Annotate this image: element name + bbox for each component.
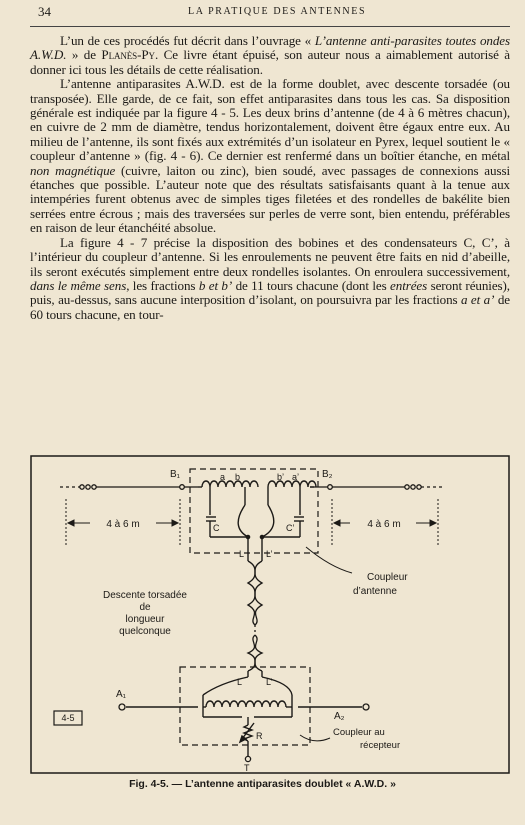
label-a-prime: a’ — [292, 472, 300, 482]
coupler-receiver-label-2: récepteur — [360, 740, 401, 751]
italic-phrase: non magnétique — [30, 162, 116, 178]
length-label-left: 4 à 6 m — [106, 519, 140, 530]
terminal-a1 — [119, 704, 125, 710]
paragraph: La figure 4 - 7 précise la disposition des bobines et des condensateurs C, C’, à l’intérieur du coupleur d’antenne. Si les enroulements ne peuvent être faits en nid d’abeille, ils seront exécutés simplement entre deux rondelles isolantes. On enroulera successivement, dans le même sens, les fractions b et b’ de 11 tours chacune (dont les entrées seront réunies), puis, au-dessus, sans aucune interposition d’isolant, on poursuivra par les fractions a et a’ de 60 tours chacune, en tour- — [30, 234, 510, 322]
coupler-windings — [198, 481, 316, 561]
paragraph: L’un de ces procédés fut décrit dans l’ouvrage « L’antenne anti-parasites toutes ondes A.W.D. » de Planès-Py. Ce livre étant épuisé, son auteur nous a aimablement autorisé à donner ici tous les détails de cette réalisation. — [30, 33, 510, 77]
label-l-prime-top: L’ — [266, 549, 273, 559]
descent-label-2: de — [139, 602, 151, 613]
label-t: T — [244, 763, 250, 773]
label-c: C — [213, 523, 220, 533]
label-b: b — [235, 472, 241, 482]
label-a: a — [220, 472, 226, 482]
label-l-prime-bottom: L’ — [266, 677, 273, 687]
label-b2: B₂ — [322, 469, 333, 480]
figure-caption: Fig. 4-5. — L’antenne antiparasites doublet « A.W.D. » — [129, 778, 396, 790]
antenna-wires — [60, 485, 442, 490]
receiver-leader-line — [300, 735, 330, 741]
descent-label-4: quelconque — [119, 626, 171, 637]
label-l-bottom: L — [237, 677, 243, 687]
label-l-top: L — [239, 549, 245, 559]
figure-tag: 4-5 — [61, 713, 75, 723]
descent-label-3: longueur — [125, 614, 165, 625]
receiver-windings — [126, 671, 362, 757]
body-text — [30, 34, 510, 322]
figure-frame — [31, 456, 509, 773]
label-r: R — [256, 731, 263, 741]
coupler-leader-line — [306, 547, 352, 573]
label-b-prime: b’ — [277, 472, 285, 482]
italic-phrase: dans le même sens — [30, 277, 127, 293]
page-header — [0, 4, 525, 26]
author-name: Planès-Py — [101, 47, 155, 63]
header-rule — [30, 26, 510, 27]
terminal-t — [245, 756, 250, 761]
label-b1: B₁ — [169, 469, 181, 480]
label-c-prime: C’ — [286, 523, 295, 533]
label-a1: A₁ — [116, 689, 127, 700]
italic-phrase: a et a’ — [461, 292, 495, 308]
coupler-antenna-label-2: d’antenne — [353, 586, 397, 597]
twisted-descent — [248, 561, 262, 671]
paragraph: L’antenne antiparasites A.W.D. est de la forme doublet, avec descente torsadée (ou transposée). Elle garde, de ce fait, son effet antiparasites dans tous les cas. Sa disposition générale est indiquée par la figure 4 - 5. Les deux brins d’antenne (de 4 à 6 mètres chacun), en cuivre de 2 mm de diamètre, tendus horizontalement, doivent être égaux entre eux. Au milieu de l’antenne, ils sont fixés aux extrémités d’un isolateur en Pyrex, lequel soutient le « coupleur d’antenne » (fig. 4 - 6). Ce dernier est renfermé dans un boîtier étanche, en métal non magnétique (cuivre, laiton ou zinc), bien soudé, avec passages de connexions aussi étanches que possible. L’auteur note que des résultats satisfaisants quant à la tenue aux intempéries furent obtenus avec de simples tiges filetées et des rondelles de bakélite bien serrées entre écrous ; mais des traversées sur perles de verre sont, bien entendu, préférables en raison de leur étanchéité absolue. — [30, 76, 510, 236]
descent-label-1: Descente torsadée — [103, 590, 187, 601]
page-number: 34 — [38, 4, 51, 19]
running-title: LA PRATIQUE DES ANTENNES — [188, 6, 367, 17]
coupler-antenna-label-1: Coupleur — [367, 572, 408, 583]
schematic — [30, 455, 510, 775]
length-label-right: 4 à 6 m — [367, 519, 401, 530]
coupler-receiver-label-1: Coupleur au — [333, 727, 385, 738]
label-a2: A₂ — [334, 711, 345, 722]
terminal-a2 — [363, 704, 369, 710]
italic-phrase: b et b’ — [198, 277, 233, 293]
figure-antenna-diagram — [30, 455, 510, 775]
italic-phrase: L’antenne anti-parasites toutes ondes A.W.D. — [30, 33, 510, 63]
italic-phrase: entrées — [390, 277, 428, 293]
